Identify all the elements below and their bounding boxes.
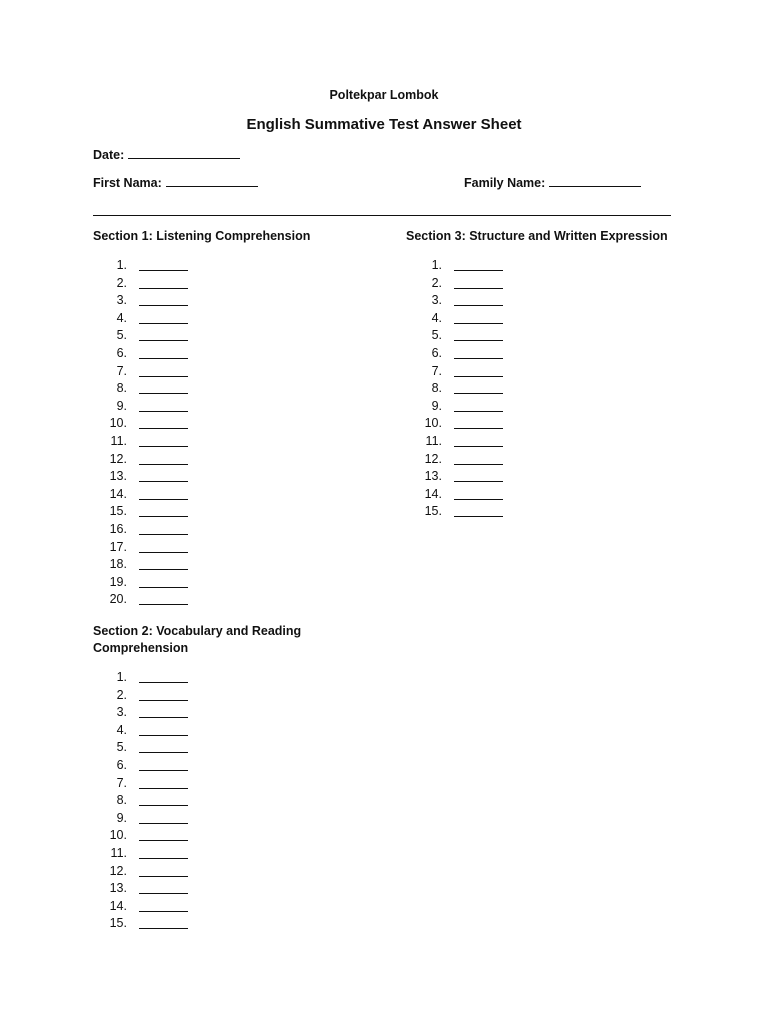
answer-blank-line[interactable] — [139, 788, 188, 789]
answer-blank-line[interactable] — [139, 428, 188, 429]
answer-number: 15. — [109, 916, 127, 931]
answer-number: 1. — [431, 258, 442, 272]
answer-item — [93, 775, 213, 793]
answer-blank-line[interactable] — [139, 288, 188, 289]
answer-number: 3. — [116, 705, 127, 720]
answer-number: 7. — [116, 775, 127, 790]
answer-number: 4. — [116, 722, 127, 737]
answer-number: 18. — [109, 557, 127, 572]
answer-blank-line[interactable] — [139, 858, 188, 859]
answer-blank-line[interactable] — [139, 893, 188, 894]
answer-number: 10. — [109, 416, 127, 431]
answer-item — [408, 451, 528, 469]
answer-item — [408, 275, 528, 293]
answer-item — [408, 433, 528, 451]
answer-blank-line[interactable] — [454, 393, 503, 394]
answer-item — [408, 327, 528, 345]
answer-item — [93, 398, 213, 416]
answer-blank-line[interactable] — [454, 288, 503, 289]
answer-number: 7. — [431, 363, 442, 378]
answer-blank-line[interactable] — [139, 604, 188, 605]
answer-number: 8. — [431, 381, 442, 396]
answer-item — [408, 292, 528, 310]
answer-number: 16. — [109, 521, 127, 536]
answer-number: 11. — [110, 845, 127, 860]
answer-item — [93, 345, 213, 363]
answer-blank-line[interactable] — [139, 752, 188, 753]
answer-blank-line[interactable] — [139, 516, 188, 517]
answer-blank-line[interactable] — [139, 270, 188, 271]
answer-number: 11. — [110, 433, 127, 448]
answer-number: 14. — [109, 486, 127, 501]
answer-number: 8. — [116, 381, 127, 396]
answer-number: 12. — [424, 451, 442, 466]
answer-item — [93, 556, 213, 574]
answer-blank-line[interactable] — [454, 516, 503, 517]
answer-number: 15. — [424, 504, 442, 519]
answer-item — [93, 739, 213, 757]
answer-item — [93, 898, 213, 916]
answer-number: 19. — [109, 574, 127, 589]
answer-number: 2. — [116, 687, 127, 702]
answer-blank-line[interactable] — [139, 569, 188, 570]
answer-number: 11. — [425, 433, 442, 448]
answer-number: 13. — [424, 469, 442, 484]
answer-item — [93, 591, 213, 609]
answer-number: 9. — [116, 810, 127, 825]
answer-number: 17. — [109, 539, 127, 554]
answer-item — [93, 880, 213, 898]
answer-number: 13. — [109, 469, 127, 484]
answer-blank-line[interactable] — [454, 340, 503, 341]
answer-item — [408, 415, 528, 433]
answer-number: 14. — [109, 898, 127, 913]
answer-blank-line[interactable] — [139, 552, 188, 553]
answer-blank-line[interactable] — [454, 499, 503, 500]
answer-number: 1. — [116, 670, 127, 684]
answer-item — [408, 257, 528, 275]
answer-item — [93, 292, 213, 310]
answer-blank-line[interactable] — [139, 770, 188, 771]
section1-heading: Section 1: Listening Comprehension — [93, 229, 311, 243]
answer-item — [408, 398, 528, 416]
answer-blank-line[interactable] — [139, 876, 188, 877]
answer-blank-line[interactable] — [454, 358, 503, 359]
answer-blank-line[interactable] — [454, 428, 503, 429]
answer-item — [93, 257, 213, 275]
answer-blank-line[interactable] — [454, 323, 503, 324]
answer-blank-line[interactable] — [454, 481, 503, 482]
section1-answer-list — [93, 257, 213, 609]
answer-item — [93, 415, 213, 433]
section2-answer-list — [93, 669, 213, 933]
answer-number: 10. — [424, 416, 442, 431]
answer-item — [408, 363, 528, 381]
first-name-blank-line[interactable] — [166, 175, 258, 187]
answer-number: 12. — [109, 863, 127, 878]
answer-item — [408, 486, 528, 504]
answer-number: 2. — [431, 275, 442, 290]
first-name-field — [93, 175, 258, 190]
answer-blank-line[interactable] — [139, 411, 188, 412]
date-field — [93, 147, 240, 162]
answer-number: 5. — [116, 328, 127, 343]
answer-item — [93, 574, 213, 592]
answer-blank-line[interactable] — [139, 323, 188, 324]
answer-blank-line[interactable] — [139, 481, 188, 482]
answer-item — [93, 363, 213, 381]
answer-blank-line[interactable] — [139, 717, 188, 718]
answer-item — [93, 486, 213, 504]
answer-blank-line[interactable] — [454, 446, 503, 447]
answer-blank-line[interactable] — [139, 840, 188, 841]
document-title: English Summative Test Answer Sheet — [246, 116, 522, 133]
answer-item — [93, 915, 213, 933]
family-name-label: Family Name: — [464, 176, 546, 190]
answer-item — [93, 863, 213, 881]
answer-number: 4. — [116, 310, 127, 325]
answer-item — [93, 539, 213, 557]
answer-number: 14. — [424, 486, 442, 501]
answer-item — [93, 810, 213, 828]
header-divider-line — [93, 215, 671, 216]
answer-number: 6. — [116, 757, 127, 772]
answer-blank-line[interactable] — [139, 587, 188, 588]
answer-blank-line[interactable] — [139, 376, 188, 377]
answer-number: 8. — [116, 793, 127, 808]
answer-item — [93, 275, 213, 293]
answer-blank-line[interactable] — [454, 464, 503, 465]
answer-blank-line[interactable] — [454, 305, 503, 306]
answer-item — [93, 310, 213, 328]
answer-blank-line[interactable] — [139, 735, 188, 736]
answer-blank-line[interactable] — [139, 823, 188, 824]
answer-number: 3. — [116, 293, 127, 308]
answer-blank-line[interactable] — [139, 499, 188, 500]
answer-blank-line[interactable] — [139, 446, 188, 447]
answer-blank-line[interactable] — [139, 340, 188, 341]
answer-item — [408, 310, 528, 328]
answer-number: 15. — [109, 504, 127, 519]
answer-blank-line[interactable] — [139, 393, 188, 394]
family-name-blank-line[interactable] — [549, 175, 641, 187]
answer-item — [408, 380, 528, 398]
answer-number: 7. — [116, 363, 127, 378]
answer-item — [93, 521, 213, 539]
answer-item — [93, 687, 213, 705]
first-name-label: First Nama: — [93, 176, 162, 190]
answer-number: 13. — [109, 881, 127, 896]
answer-number: 3. — [431, 293, 442, 308]
answer-item — [93, 827, 213, 845]
answer-blank-line[interactable] — [139, 534, 188, 535]
date-blank-line[interactable] — [128, 147, 240, 159]
answer-item — [93, 669, 213, 687]
answer-item — [93, 451, 213, 469]
answer-blank-line[interactable] — [139, 928, 188, 929]
answer-number: 10. — [109, 828, 127, 843]
answer-blank-line[interactable] — [454, 411, 503, 412]
answer-blank-line[interactable] — [139, 700, 188, 701]
answer-number: 5. — [116, 740, 127, 755]
answer-number: 9. — [116, 398, 127, 413]
section3-answer-list — [408, 257, 528, 521]
answer-blank-line[interactable] — [139, 911, 188, 912]
answer-blank-line[interactable] — [139, 358, 188, 359]
answer-item — [93, 792, 213, 810]
answer-number: 4. — [431, 310, 442, 325]
institution-name: Poltekpar Lombok — [329, 88, 439, 102]
answer-blank-line[interactable] — [139, 682, 188, 683]
answer-item — [93, 327, 213, 345]
answer-number: 20. — [109, 592, 127, 607]
section3-heading: Section 3: Structure and Written Expression — [406, 229, 668, 243]
answer-blank-line[interactable] — [454, 270, 503, 271]
answer-item — [93, 704, 213, 722]
answer-number: 1. — [116, 258, 127, 272]
answer-blank-line[interactable] — [454, 376, 503, 377]
answer-number: 2. — [116, 275, 127, 290]
answer-blank-line[interactable] — [139, 305, 188, 306]
answer-item — [93, 380, 213, 398]
answer-item — [408, 468, 528, 486]
answer-number: 6. — [431, 345, 442, 360]
answer-item — [93, 722, 213, 740]
answer-blank-line[interactable] — [139, 805, 188, 806]
answer-item — [93, 468, 213, 486]
answer-item — [93, 433, 213, 451]
family-name-field — [464, 175, 641, 190]
answer-item — [408, 503, 528, 521]
answer-item — [93, 503, 213, 521]
answer-number: 9. — [431, 398, 442, 413]
section2-heading: Section 2: Vocabulary and Reading Comprehension — [93, 624, 302, 655]
answer-number: 12. — [109, 451, 127, 466]
answer-blank-line[interactable] — [139, 464, 188, 465]
date-label: Date: — [93, 148, 125, 162]
answer-number: 5. — [431, 328, 442, 343]
answer-item — [93, 845, 213, 863]
answer-number: 6. — [116, 345, 127, 360]
answer-item — [408, 345, 528, 363]
answer-item — [93, 757, 213, 775]
